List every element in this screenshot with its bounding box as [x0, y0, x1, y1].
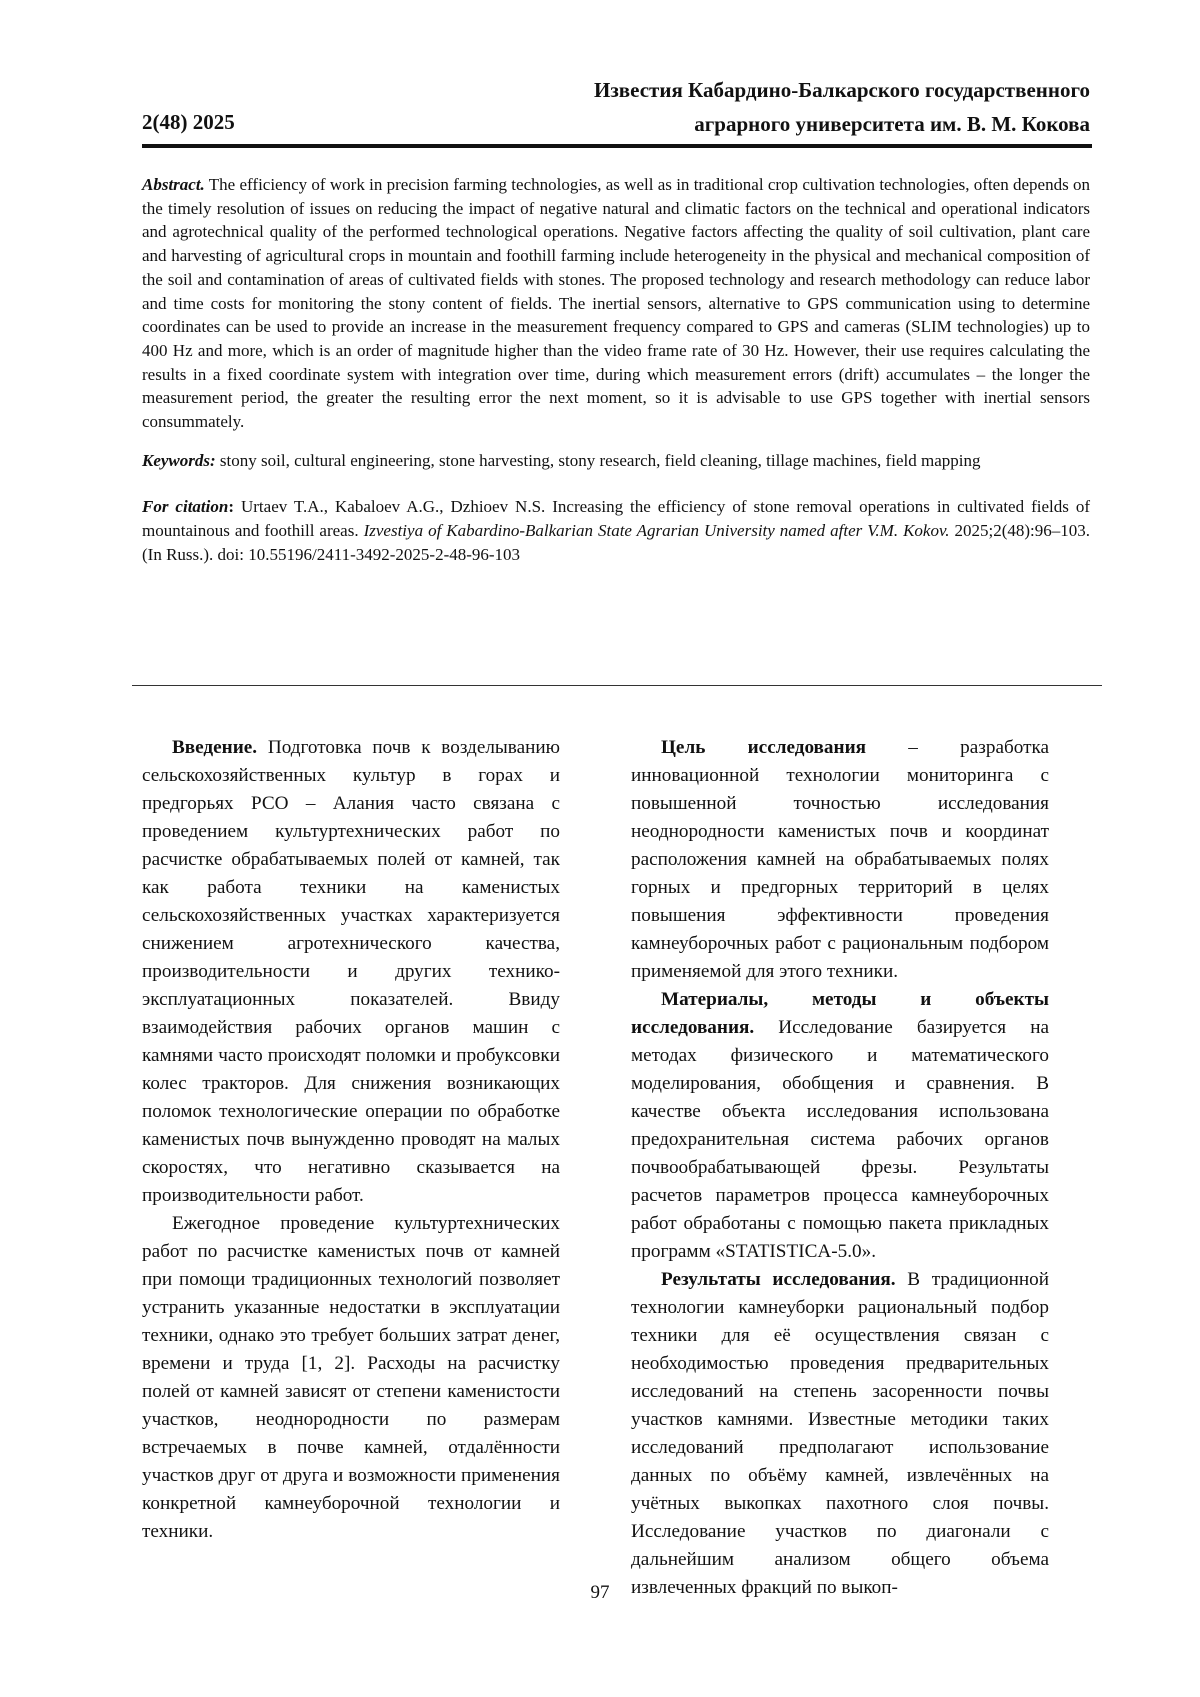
aim-text: – разработка инновационной технологии мониторинга с повышенной точностью исследования неоднородности каменистых почв и координат расположения камней на обрабатываемых полях горных и предгорных территорий в целях повышения эффективности проведения камнеуборочных работ с рациональным подбором применяемой для этого техники. — [631, 737, 1049, 982]
abstract — [142, 173, 1090, 434]
keywords-text: stony soil, cultural engineering, stone harvesting, stony research, field cleaning, tillage machines, field mapping — [219, 450, 981, 470]
citation-label: For citation — [142, 497, 229, 517]
right-column — [631, 734, 1049, 1602]
header-rule — [142, 144, 1092, 148]
methods-heading: Материалы, методы и объекты исследования. — [631, 989, 1049, 1038]
abstract-text: The efficiency of work in precision farming technologies, as well as in traditional crop cultivation technologies, often depends on the timely resolution of issues on reducing the impact of negative natural and climatic factors on the technical and operational indicators and agrotechnical quality of the performed technological operations. Negative factors affecting the quality of soil cultivation, plant care and harvesting of agricultural crops in mountain and foothill farming include heterogeneity in the physical and mechanical composition of the soil and contamination of areas of cultivated fields with stones. The proposed technology and research methodology can reduce labor and time costs for monitoring the stony content of fields. The inertial sensors, alternative to GPS communication using to determine coordinates can be used to provide an increase in the measurement frequency compared to GPS and cameras (SLIM technologies) up to 400 Hz and more, which is an order of magnitude higher than the video frame rate of 30 Hz. However, their use requires calculating the results in a fixed coordinate system with integration over time, during which measurement errors (drift) accumulates – the longer the measurement period, the greater the resulting error the next moment, so it is advisable to use GPS together with inertial sensors consummately. — [142, 175, 1090, 432]
left-column — [142, 734, 560, 1546]
methods-paragraph — [631, 986, 1049, 1266]
journal-title-line2: аграрного университета им. В. М. Кокова — [694, 112, 1090, 136]
citation — [142, 495, 1090, 566]
aim-paragraph — [631, 734, 1049, 986]
results-text: В традиционной технологии камнеуборки рациональный подбор техники для её осуществления связан с необходимостью проведения предварительных исследований на степень засоренности почвы участков камнями. Известные методики таких исследований предполагают использование данных по объёму камней, извлечённых на учётных выкопках пахотного слоя почвы. Исследование участков по диагонали с дальнейшим анализом общего объема извлеченных фракций по выкоп- — [631, 1269, 1049, 1598]
intro-text: Подготовка почв к возделыванию сельскохозяйственных культур в горах и предгорьях РСО – Алания часто связана с проведением культуртехнических работ по расчистке обрабатываемых полей от камней, так как работа техники на каменистых сельскохозяйственных участках характеризуется снижением агротехнического качества, производительности и других технико-эксплуатационных показателей. Ввиду взаимодействия рабочих органов машин с камнями часто происходят поломки и пробуксовки колес тракторов. Для снижения возникающих поломок технологические операции по обработке каменистых почв вынужденно проводят на малых скоростях, что негативно сказывается на производительности работ. — [142, 737, 560, 1206]
aim-heading: Цель исследования — [661, 737, 867, 758]
keywords-label: Keywords: — [142, 450, 216, 470]
section-divider — [132, 685, 1102, 686]
citation-details: 2025;2(48):96–103. (In Russ.). doi: 10.55196/2411-3492-2025-2-48-96-103 — [142, 521, 1091, 564]
abstract-label: Abstract. — [142, 175, 205, 194]
body-paragraph-2: Ежегодное проведение культуртехнических работ по расчистке каменистых почв от камней при помощи традиционных технологий позволяет устранить указанные недостатки в эксплуатации техники, однако это требует больших затрат денег, времени и труда [1, 2]. Расходы на расчистку полей от камней зависят от степени каменистости участков, неоднородности по размерам встречаемых в почве камней, отдалённости участков друг от друга и возможности применения конкретной камнеуборочной технологии и техники. — [142, 1213, 560, 1542]
page-number: 97 — [590, 1582, 610, 1603]
journal-title-line1: Известия Кабардино-Балкарского государственного — [594, 78, 1090, 102]
journal-title — [594, 73, 1090, 141]
issue-number: 2(48) 2025 — [142, 110, 235, 134]
intro-heading: Введение. — [172, 737, 258, 758]
results-paragraph — [631, 1266, 1049, 1602]
abstract-section — [142, 173, 1090, 567]
methods-text: Исследование базируется на методах физического и математического моделирования, обобщения и сравнения. В качестве объекта исследования использована предохранительная система рабочих органов почвообрабатывающей фрезы. Результаты расчетов параметров процесса камнеуборочных работ обработаны с помощью пакета прикладных программ «STATISTICA-5.0». — [631, 1017, 1049, 1262]
intro-paragraph — [142, 734, 560, 1210]
citation-colon: : — [228, 497, 234, 517]
results-heading: Результаты исследования. — [661, 1269, 896, 1290]
keywords — [142, 449, 1090, 473]
citation-journal: Izvestiya of Kabardino-Balkarian State Agrarian University named after V.M. Kokov. — [363, 521, 950, 541]
citation-authors: Urtaev T.A., Kabaloev A.G., Dzhioev N.S. Increasing the efficiency of stone removal operations in cultivated fields of mountainous and foothill areas. — [142, 497, 1090, 541]
